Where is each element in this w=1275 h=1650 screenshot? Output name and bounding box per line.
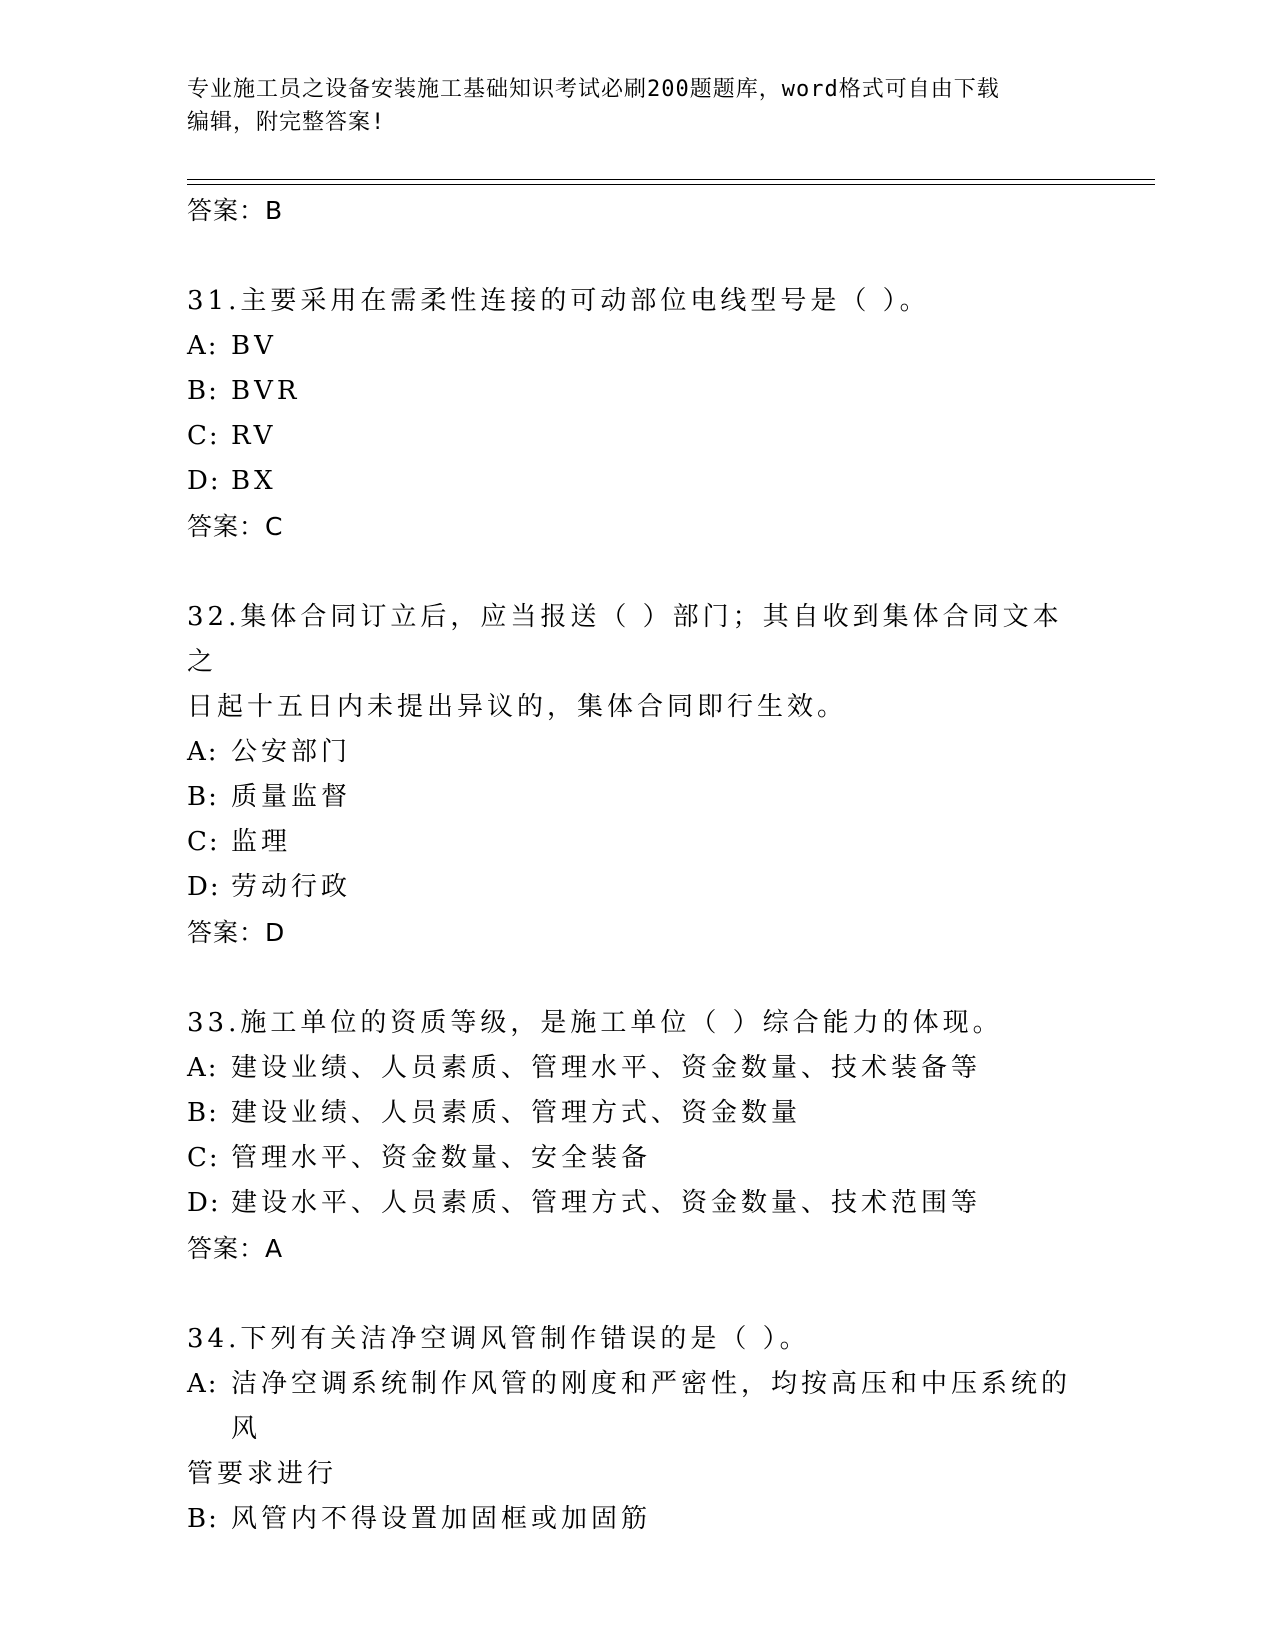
option-key: B: [187,1504,219,1534]
option-a [187,730,1087,775]
answer-line: 答案：C [187,512,284,541]
answer-line: 答案：A [187,1234,284,1263]
option-d [187,865,1087,910]
option-text: 公安部门 [231,737,352,767]
option-key: D: [187,466,221,496]
option-text: 监理 [231,827,292,857]
option-text [231,1362,1087,1452]
option-b [187,775,1087,820]
option-key: C: [187,827,220,857]
option-text: 建设业绩、人员素质、管理水平、资金数量、技术装备等 [231,1053,982,1083]
question-stem: 31.主要采用在需柔性连接的可动部位电线型号是（ ）。 [187,286,930,316]
option-d [187,459,1087,504]
option-text: 风管内不得设置加固框或加固筋 [231,1504,652,1534]
document-header [187,73,1067,139]
option-d [187,1181,1087,1226]
option-b [187,1497,1087,1542]
option-key: A: [187,331,219,361]
question-stem-line-2: 日起十五日内未提出异议的，集体合同即行生效。 [187,692,848,722]
option-a [187,324,1087,369]
header-rule-bottom [187,184,1155,185]
question-34 [187,1317,1087,1542]
option-text: 质量监督 [231,782,352,812]
option-text: BV [231,331,277,361]
option-b [187,1091,1087,1136]
option-key: A: [187,1369,219,1399]
header-line-1: 专业施工员之设备安装施工基础知识考试必刷200题题库，word格式可自由下载 [187,77,1000,102]
question-stem-line-1: 32.集体合同订立后，应当报送（ ）部门；其自收到集体合同文本之 [187,602,1063,677]
option-text: BX [231,466,277,496]
option-c [187,414,1087,459]
option-key: D: [187,872,221,902]
option-key: A: [187,1053,219,1083]
option-text: BVR [231,376,301,406]
header-rule-top [187,179,1155,180]
question-31 [187,279,1087,549]
option-text: 管理水平、资金数量、安全装备 [231,1143,652,1173]
option-a [187,1046,1087,1091]
option-key: B: [187,376,219,406]
question-stem: 34.下列有关洁净空调风管制作错误的是（ ）。 [187,1324,810,1354]
question-list [187,188,1087,1542]
option-text-line-1: 洁净空调系统制作风管的刚度和严密性，均按高压和中压系统的风 [231,1369,1072,1444]
option-text: 劳动行政 [231,872,352,902]
option-text: RV [231,421,277,451]
option-c [187,1136,1087,1181]
answer-line: 答案：D [187,918,286,947]
question-stem: 33.施工单位的资质等级，是施工单位（ ）综合能力的体现。 [187,1008,1003,1038]
option-b [187,369,1087,414]
option-key: D: [187,1188,221,1218]
option-key: C: [187,421,220,451]
question-33 [187,1001,1087,1271]
option-key: B: [187,1098,219,1128]
option-text-line-2: 管要求进行 [187,1459,338,1489]
header-line-2: 编辑，附完整答案! [187,110,386,135]
option-key: C: [187,1143,220,1173]
option-text: 建设水平、人员素质、管理方式、资金数量、技术范围等 [231,1188,982,1218]
option-key: A: [187,737,219,767]
question-32 [187,595,1087,955]
option-key: B: [187,782,219,812]
option-c [187,820,1087,865]
option-text: 建设业绩、人员素质、管理方式、资金数量 [231,1098,802,1128]
answer-line: 答案：B [187,196,284,225]
option-a [187,1362,1087,1452]
